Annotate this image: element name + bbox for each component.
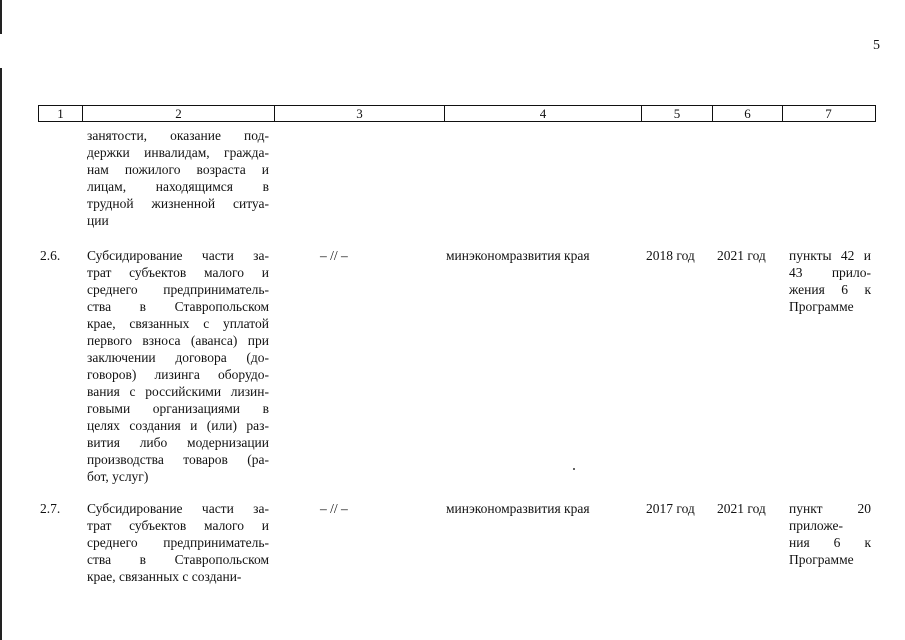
desc-line: бот, услуг) [87, 469, 149, 484]
desc-line: вития либо модернизации [87, 435, 269, 450]
desc-line: ства в Ставропольском [87, 552, 269, 567]
row-description [87, 247, 269, 485]
note-line: Программе [789, 299, 854, 314]
desc-line: первого взноса (аванса) при [87, 333, 269, 348]
note-line: пункт 20 [789, 501, 871, 516]
note-line: пункты 42 и [789, 248, 871, 263]
row-executor: минэкономразвития края [446, 248, 590, 263]
row-number: 2.7. [40, 501, 61, 516]
desc-line: держки инвалидам, гражда- [87, 145, 269, 160]
desc-line: трудной жизненной ситуа- [87, 196, 269, 211]
header-col-5: 5 [642, 106, 713, 121]
header-col-6: 6 [713, 106, 783, 121]
row-number: 2.6. [40, 248, 61, 263]
desc-line: трат субъектов малого и [87, 265, 269, 280]
desc-line: трат субъектов малого и [87, 518, 269, 533]
desc-line: говоров) лизинга оборудо- [87, 367, 269, 382]
note-line: ния 6 к [789, 535, 871, 550]
row-note [789, 500, 871, 568]
row-end-year: 2021 год [717, 248, 766, 263]
header-col-1: 1 [39, 106, 83, 121]
desc-line: среднего предприниматель- [87, 282, 269, 297]
desc-line: нам пожилого возраста и [87, 162, 269, 177]
row-ditto-mark: – // – [320, 248, 348, 263]
note-line: приложе- [789, 518, 843, 533]
row-end-year: 2021 год [717, 501, 766, 516]
header-col-2: 2 [83, 106, 275, 121]
scan-edge-line-bottom [0, 68, 2, 640]
desc-line: крае, связанных с создани- [87, 569, 242, 584]
header-col-7: 7 [825, 106, 832, 121]
desc-line: среднего предприниматель- [87, 535, 269, 550]
note-line: Программе [789, 552, 854, 567]
row-description [87, 500, 269, 585]
table-header-row [38, 105, 876, 122]
desc-line: заключении договора (до- [87, 350, 269, 365]
desc-line: вания с российскими лизин- [87, 384, 269, 399]
desc-line: крае, связанных с уплатой [87, 316, 269, 331]
row-executor: минэкономразвития края [446, 501, 590, 516]
desc-line: занятости, оказание под- [87, 128, 269, 143]
page-number: 5 [873, 38, 880, 53]
scan-speck [573, 468, 575, 470]
desc-line: говыми организациями в [87, 401, 269, 416]
note-line: жения 6 к [789, 282, 871, 297]
scan-edge-line-top [0, 0, 2, 34]
header-col-3: 3 [275, 106, 445, 121]
desc-line: целях создания и (или) раз- [87, 418, 269, 433]
row-note [789, 247, 871, 315]
desc-line: ства в Ставропольском [87, 299, 269, 314]
desc-line: Субсидирование части за- [87, 501, 269, 516]
desc-line: лицам, находящимся в [87, 179, 269, 194]
desc-line: производства товаров (ра- [87, 452, 269, 467]
desc-line: ции [87, 213, 109, 228]
note-line: 43 прило- [789, 265, 871, 280]
header-col-4: 4 [445, 106, 642, 121]
continuation-description [87, 127, 269, 229]
row-ditto-mark: – // – [320, 501, 348, 516]
row-start-year: 2017 год [646, 501, 695, 516]
row-start-year: 2018 год [646, 248, 695, 263]
desc-line: Субсидирование части за- [87, 248, 269, 263]
